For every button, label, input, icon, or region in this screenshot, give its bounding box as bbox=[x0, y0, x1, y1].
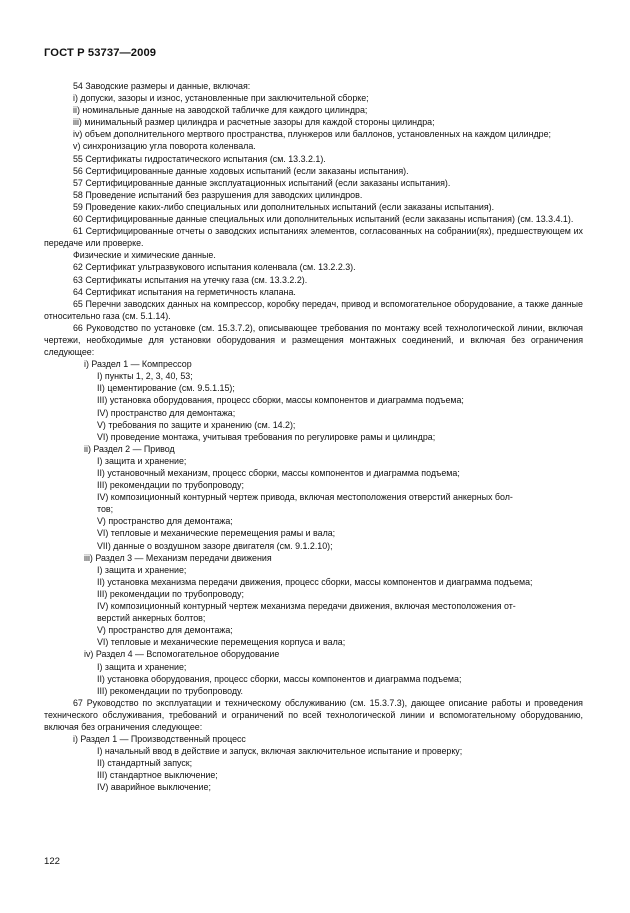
text-line: 58 Проведение испытаний без разрушения для заводских цилиндров. bbox=[73, 189, 363, 200]
text-line: iii) Раздел 3 — Механизм передачи движения bbox=[84, 552, 272, 563]
text-line: 56 Сертифицированные данные ходовых испытаний (если заказаны испытания). bbox=[73, 165, 409, 176]
text-line: ii) Раздел 2 — Привод bbox=[84, 443, 175, 454]
text-line: IV) пространство для демонтажа; bbox=[97, 407, 236, 418]
text-line: I) защита и хранение; bbox=[97, 564, 187, 575]
text-line: V) требования по защите и хранению (см. 14.2); bbox=[97, 419, 296, 430]
text-line: верстий анкерных болтов; bbox=[97, 613, 206, 624]
text-line: III) рекомендации по трубопроводу. bbox=[97, 685, 244, 696]
text-line: I) защита и хранение; bbox=[97, 455, 187, 466]
text-line: VI) тепловые и механические перемещения корпуса и вала; bbox=[97, 637, 346, 648]
text-line: III) рекомендации по трубопроводу; bbox=[97, 480, 244, 491]
text-line: 67 Руководство по эксплуатации и техническому обслуживанию (см. 15.3.7.3), дающее описание работы и проведения технического обслуживания, требований и ограничений по всей технологической линии и вспомогательному оборудованию, включая без ограничения следующее: bbox=[44, 697, 583, 732]
text-line: V) пространство для демонтажа; bbox=[97, 625, 233, 636]
text-line: II) стандартный запуск; bbox=[97, 758, 193, 769]
text-line: 61 Сертифицированные отчеты о заводских испытаниях элементов, согласованных на собрании(ях), предшествующем их передаче или проверке. bbox=[44, 226, 583, 249]
text-line: iv) объем дополнительного мертвого пространства, плунжеров или баллонов, установленных на каждом цилиндре; bbox=[73, 129, 552, 140]
text-line: I) пункты 1, 2, 3, 40, 53; bbox=[97, 371, 193, 382]
page-number: 122 bbox=[44, 856, 61, 867]
text-line: i) Раздел 1 — Производственный процесс bbox=[73, 734, 246, 745]
text-line: III) установка оборудования, процесс сборки, массы компонентов и диаграмма подъема; bbox=[97, 395, 464, 406]
document-header: ГОСТ Р 53737—2009 bbox=[44, 47, 157, 59]
text-line: 66 Руководство по установке (см. 15.3.7.2), описывающее требования по монтажу всей технологической линии, включая чертежи, необходимые для установки оборудования и размещения монтажных соединений, и включая без ограничения следующее: bbox=[44, 322, 583, 358]
text-line: II) установка оборудования, процесс сборки, массы компонентов и диаграмма подъема; bbox=[97, 673, 462, 684]
text-line: III) стандартное выключение; bbox=[97, 770, 218, 781]
text-line: ii) номинальные данные на заводской табличке для каждого цилиндра; bbox=[73, 105, 368, 116]
text-line: II) цементирование (см. 9.5.1.15); bbox=[97, 383, 235, 394]
text-line: IV) композиционный контурный чертеж механизма передачи движения, включая местоположения от- bbox=[97, 601, 516, 612]
text-line: IV) композиционный контурный чертеж привода, включая местоположения отверстий анкерных бол- bbox=[97, 492, 513, 503]
text-line: 65 Перечни заводских данных на компрессор, коробку передач, привод и вспомогательное оборудование, а также данные относительно газа (см. 5.1.14). bbox=[44, 298, 583, 321]
text-line: i) допуски, зазоры и износ, установленные при заключительной сборке; bbox=[73, 93, 369, 104]
text-line: 62 Сертификат ультразвукового испытания коленвала (см. 13.2.2.3). bbox=[73, 262, 356, 273]
text-line: 63 Сертификаты испытания на утечку газа (см. 13.3.2.2). bbox=[73, 274, 308, 285]
text-line: Физические и химические данные. bbox=[73, 250, 216, 261]
text-line: тов; bbox=[97, 504, 114, 515]
text-line: 55 Сертификаты гидростатического испытания (см. 13.3.2.1). bbox=[73, 153, 326, 164]
text-line: II) установка механизма передачи движения, процесс сборки, массы компонентов и диаграмма подъема; bbox=[97, 576, 533, 587]
text-line: VII) данные о воздушном зазоре двигателя (см. 9.1.2.10); bbox=[97, 540, 333, 551]
text-line: IV) аварийное выключение; bbox=[97, 782, 211, 793]
text-line: 64 Сертификат испытания на герметичность клапана. bbox=[73, 286, 296, 297]
text-line: iv) Раздел 4 — Вспомогательное оборудование bbox=[84, 649, 280, 660]
text-line: v) синхронизацию угла поворота коленвала. bbox=[73, 141, 256, 152]
text-line: 59 Проведение каких-либо специальных или дополнительных испытаний (если заказаны испытания). bbox=[73, 201, 495, 212]
text-line: 54 Заводские размеры и данные, включая: bbox=[73, 81, 251, 91]
text-line: i) Раздел 1 — Компрессор bbox=[84, 359, 192, 370]
text-line: III) рекомендации по трубопроводу; bbox=[97, 588, 244, 599]
document-body bbox=[44, 80, 583, 794]
text-line: V) пространство для демонтажа; bbox=[97, 516, 233, 527]
text-line: I) начальный ввод в действие и запуск, включая заключительное испытание и проверку; bbox=[97, 746, 463, 757]
text-line: VI) тепловые и механические перемещения рамы и вала; bbox=[97, 528, 336, 539]
text-line: 60 Сертифицированные данные специальных или дополнительных испытаний (если заказаны испытания) (см. 13.3.4.1). bbox=[73, 214, 574, 225]
text-line: 57 Сертифицированные данные эксплуатационных испытаний (если заказаны испытания). bbox=[73, 177, 451, 188]
text-line: I) защита и хранение; bbox=[97, 661, 187, 672]
text-line: iii) минимальный размер цилиндра и расчетные зазоры для каждой стороны цилиндра; bbox=[73, 117, 435, 128]
text-line: VI) проведение монтажа, учитывая требования по регулировке рамы и цилиндра; bbox=[97, 431, 436, 442]
text-line: II) установочный механизм, процесс сборки, массы компонентов и диаграмма подъема; bbox=[97, 468, 460, 478]
